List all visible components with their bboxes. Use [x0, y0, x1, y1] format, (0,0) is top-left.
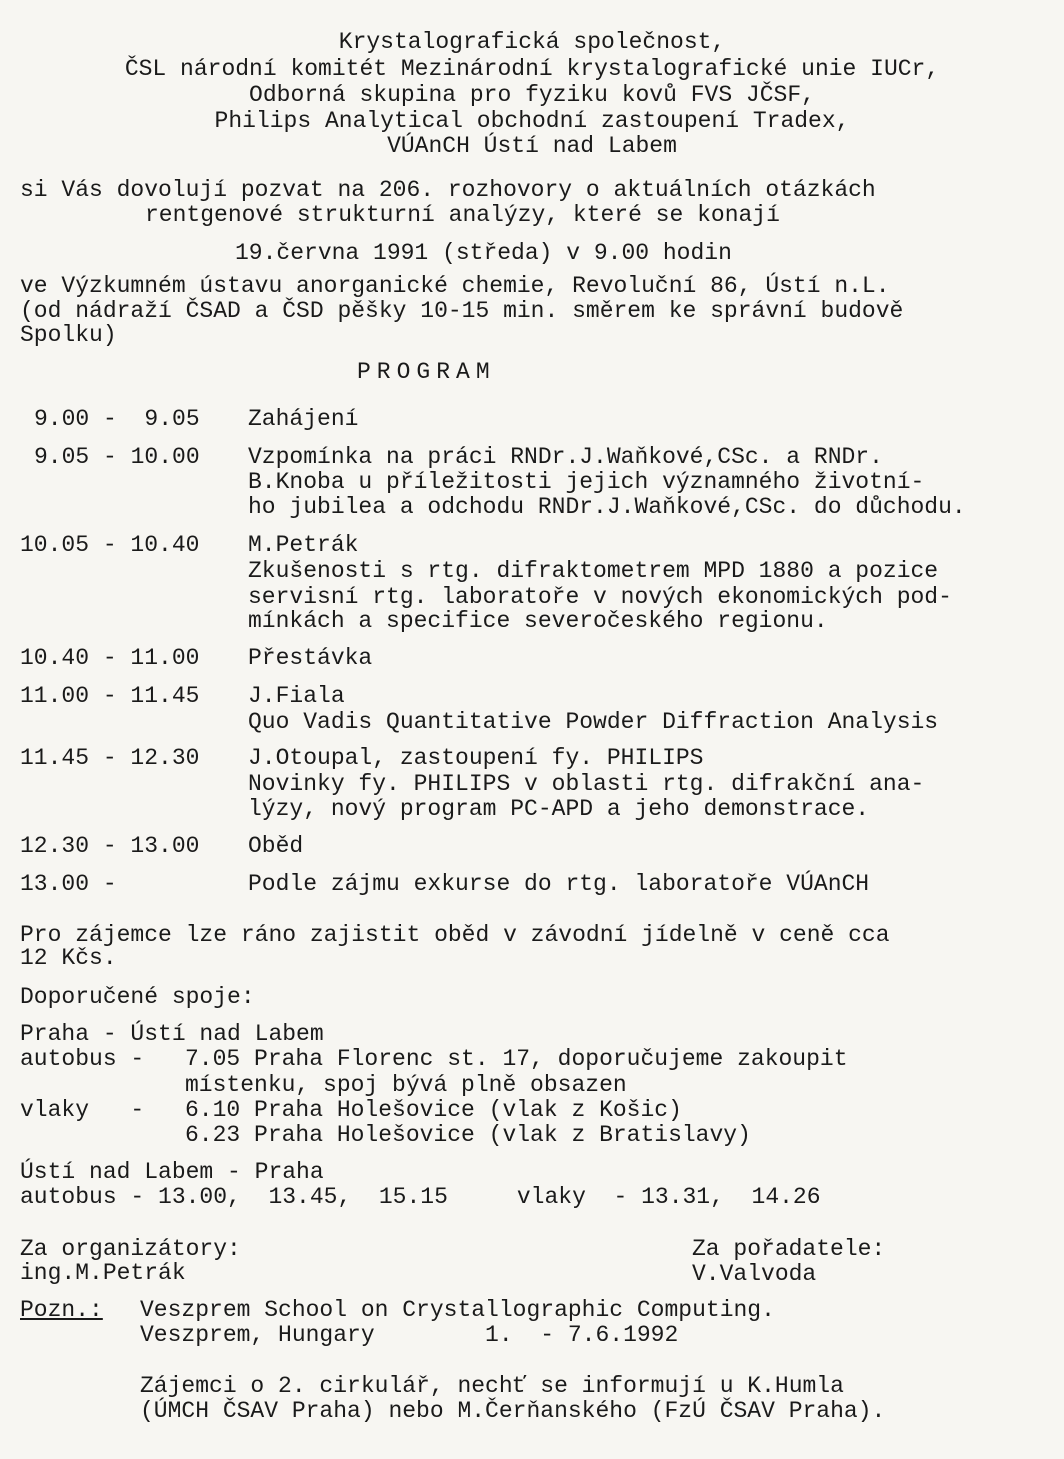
bus-label: autobus -: [20, 1046, 145, 1072]
program-item-line: Zkušenosti s rtg. difraktometrem MPD 1880 a pozice: [248, 558, 939, 584]
organizers-label: Za organizátory:: [20, 1236, 241, 1262]
venue-line-1: ve Výzkumném ústavu anorganické chemie, Revoluční 86, Ústí n.L.: [20, 273, 890, 299]
program-item-line: Podle zájmu exkurse do rtg. laboratoře VÚAnCH: [248, 871, 870, 897]
note-line-1: Veszprem School on Crystallographic Computing.: [140, 1297, 775, 1323]
connections-title: Doporučené spoje:: [20, 984, 255, 1010]
note-line-3: Zájemci o 2. cirkulář, nechť se informují u K.Humla: [140, 1373, 844, 1399]
header-line-1: Krystalografická společnost,: [338, 29, 726, 55]
header-line-4: Philips Analytical obchodní zastoupení Tradex,: [214, 108, 850, 134]
program-item-line: M.Petrák: [248, 532, 359, 558]
train-label: vlaky -: [20, 1097, 145, 1123]
train-line-2: 6.23 Praha Holešovice (vlak z Bratislavy): [185, 1122, 751, 1148]
invitation-line-2: rentgenové strukturní analýzy, které se konají: [145, 202, 780, 228]
route-prague-usti: Praha - Ústí nad Labem: [20, 1021, 324, 1047]
program-item-line: Přestávka: [248, 645, 373, 671]
route-usti-prague: Ústí nad Labem - Praha: [20, 1159, 324, 1185]
note-line-4: (ÚMCH ČSAV Praha) nebo M.Čerňanského (FzÚ ČSAV Praha).: [140, 1398, 886, 1424]
note-label: Pozn.:: [20, 1297, 103, 1323]
program-item-line: ho jubilea a odchodu RNDr.J.Waňkové,CSc. do důchodu.: [248, 494, 966, 520]
program-item-line: B.Knoba u příležitosti jejich významného životní-: [248, 469, 925, 495]
program-item-line: Oběd: [248, 833, 304, 859]
train-line-1: 6.10 Praha Holešovice (vlak z Košic): [185, 1097, 682, 1123]
program-item-line: servisní rtg. laboratoře v nových ekonomických pod-: [248, 584, 952, 610]
program-time: 12.30 - 13.00: [20, 833, 200, 859]
program-time: 11.45 - 12.30: [20, 745, 200, 771]
program-item-line: Quo Vadis Quantitative Powder Diffraction Analysis: [248, 709, 939, 735]
program-time: 10.40 - 11.00: [20, 645, 200, 671]
venue-line-2: (od nádraží ČSAD a ČSD pěšky 10-15 min. směrem ke správní budově: [20, 298, 904, 324]
venue-line-3: Spolku): [20, 322, 117, 348]
program-time: 10.05 - 10.40: [20, 532, 200, 558]
bus-line-1: 7.05 Praha Florenc st. 17, doporučujeme zakoupit: [185, 1046, 848, 1072]
bus-line-2: místenku, spoj bývá plně obsazen: [185, 1072, 627, 1098]
header-line-2: ČSL národní komitét Mezinárodní krystalografické unie IUCr,: [124, 56, 940, 82]
program-item-line: lýzy, nový program PC-APD a jeho demonstrace.: [248, 796, 870, 822]
hosts-label: Za pořadatele:: [692, 1236, 886, 1262]
note-line-2: Veszprem, Hungary 1. - 7.6.1992: [140, 1322, 679, 1348]
program-item-line: Zahájení: [248, 406, 359, 432]
program-item-line: J.Fiala: [248, 683, 345, 709]
lunch-line-2: 12 Kčs.: [20, 945, 117, 971]
return-connections: autobus - 13.00, 13.45, 15.15 vlaky - 13.31, 14.26: [20, 1184, 821, 1210]
program-time: 13.00 -: [20, 871, 117, 897]
header-line-3: Odborná skupina pro fyziku kovů FVS JČSF,: [249, 82, 815, 108]
program-title: PROGRAM: [357, 359, 496, 385]
program-item-line: J.Otoupal, zastoupení fy. PHILIPS: [248, 745, 704, 771]
program-item-line: Vzpomínka na práci RNDr.J.Waňkové,CSc. a RNDr.: [248, 444, 883, 470]
organizers-name: ing.M.Petrák: [20, 1260, 186, 1286]
program-time: 11.00 - 11.45: [20, 683, 200, 709]
event-date: 19.června 1991 (středa) v 9.00 hodin: [235, 240, 732, 266]
program-time: 9.05 - 10.00: [34, 444, 200, 470]
hosts-name: V.Valvoda: [692, 1261, 817, 1287]
header-line-5: VÚAnCH Ústí nad Labem: [387, 133, 677, 159]
invitation-line-1: si Vás dovolují pozvat na 206. rozhovory o aktuálních otázkách: [20, 177, 876, 203]
program-item-line: mínkách a specifice severočeského regionu.: [248, 608, 828, 634]
lunch-line-1: Pro zájemce lze ráno zajistit oběd v závodní jídelně v ceně cca: [20, 922, 890, 948]
program-time: 9.00 - 9.05: [34, 406, 200, 432]
program-item-line: Novinky fy. PHILIPS v oblasti rtg. difrakční ana-: [248, 771, 925, 797]
